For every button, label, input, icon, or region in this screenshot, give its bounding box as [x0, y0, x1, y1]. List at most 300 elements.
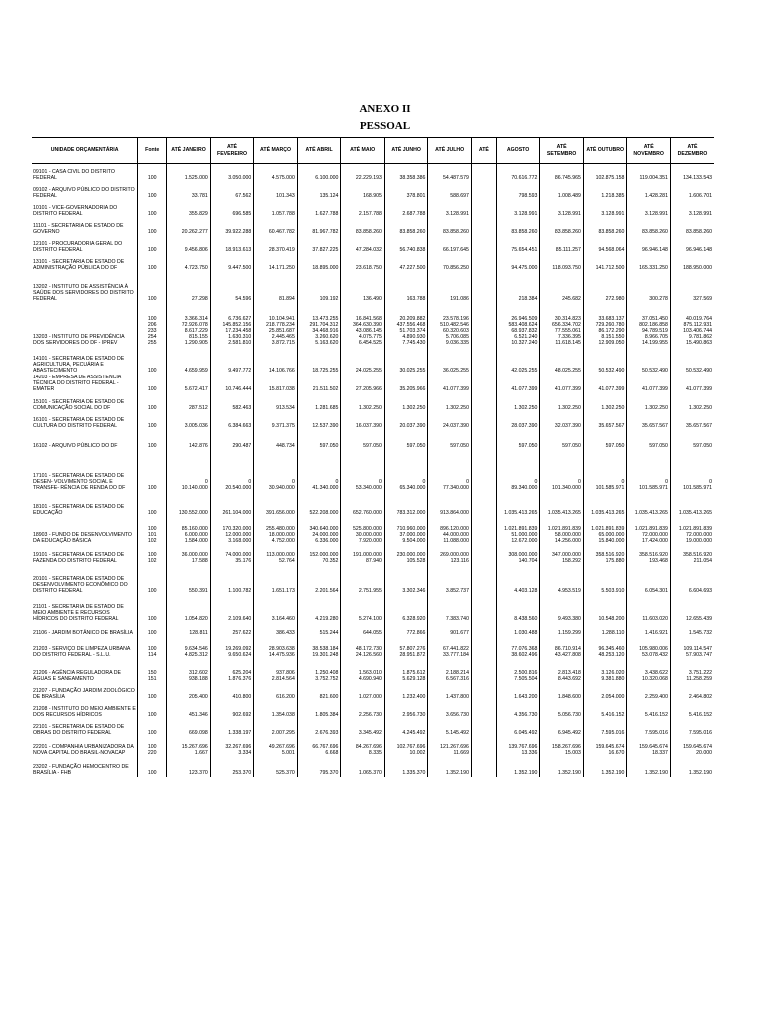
- value-cell: [496, 637, 540, 659]
- value-cell: [471, 565, 496, 595]
- value-cell: [670, 701, 714, 719]
- table-row: [32, 200, 714, 218]
- table-row: [32, 545, 714, 565]
- cell-value: 597.050: [406, 442, 426, 449]
- fonte-cell: [138, 200, 167, 218]
- cell-value: 1.428.281: [644, 192, 668, 199]
- cell-value: 16.670: [608, 749, 625, 756]
- cell-value: 1.584.000: [184, 537, 208, 544]
- cell-value: 30.314.823: [554, 315, 581, 322]
- cell-value: 37.051.450: [641, 315, 668, 322]
- cell-value: 1.054.820: [184, 615, 208, 622]
- value-cell: [627, 517, 671, 545]
- value-cell: [341, 347, 385, 375]
- cell-value: 41.077.399: [641, 385, 668, 392]
- cell-value: 515.244: [319, 629, 339, 636]
- cell-value: 2.157.788: [358, 210, 382, 217]
- cell-value: 18.895.000: [312, 264, 339, 271]
- cell-value: 0: [466, 478, 469, 485]
- value-cell: [496, 737, 540, 757]
- cell-value: 1.232.400: [402, 693, 426, 700]
- cell-value: 24.000.000: [312, 531, 339, 538]
- value-cell: [496, 683, 540, 701]
- value-cell: [254, 430, 298, 450]
- value-cell: [496, 719, 540, 737]
- value-cell: [297, 254, 341, 272]
- cell-value: 772.866: [406, 629, 426, 636]
- cell-value: 4.890.930: [402, 333, 426, 340]
- value-cell: [254, 719, 298, 737]
- value-cell: [254, 595, 298, 623]
- cell-value: 18.913.613: [225, 246, 252, 253]
- cell-value: 100: [147, 693, 157, 700]
- value-cell: [627, 347, 671, 375]
- value-cell: [254, 659, 298, 683]
- fonte-cell: [138, 737, 167, 757]
- value-cell: [540, 272, 584, 303]
- cell-value: 50.532.490: [686, 367, 712, 374]
- cell-value: 17.424.000: [641, 537, 668, 544]
- fonte-cell: [138, 623, 167, 637]
- cell-value: 21.511.502: [312, 385, 339, 392]
- value-cell: [670, 450, 714, 492]
- cell-value: 220: [147, 749, 157, 756]
- value-cell: [583, 517, 627, 545]
- cell-value: 9.781.862: [688, 333, 712, 340]
- annex-subtitle: PESSOAL: [359, 120, 411, 132]
- cell-value: 83.858.260: [442, 228, 469, 235]
- value-cell: [627, 254, 671, 272]
- cell-value: 17.588: [191, 557, 208, 564]
- cell-value: 1.302.250: [358, 404, 382, 411]
- cell-value: 4.953.519: [557, 587, 581, 594]
- cell-value: 9.456.806: [184, 246, 208, 253]
- cell-value: 802.186.858: [639, 321, 668, 328]
- cell-value: 100: [147, 729, 157, 736]
- cell-value: 6.604.693: [688, 587, 712, 594]
- value-cell: [540, 303, 584, 347]
- value-cell: [341, 737, 385, 757]
- value-cell: [297, 757, 341, 777]
- cell-value: 86.710.914: [554, 645, 581, 652]
- cell-value: 2.813.418: [557, 669, 581, 676]
- value-cell: [471, 683, 496, 701]
- cell-value: 114: [148, 651, 157, 658]
- cell-value: 100: [147, 711, 157, 718]
- value-cell: [670, 182, 714, 200]
- cell-value: 3.050.000: [228, 174, 252, 181]
- cell-value: 16.037.390: [355, 422, 382, 429]
- cell-value: 5.672.417: [184, 385, 208, 392]
- cell-value: 205.400: [189, 693, 208, 700]
- table-row: [32, 236, 714, 254]
- cell-value: 163.788: [406, 295, 426, 302]
- value-cell: [210, 545, 254, 565]
- cell-value: 625.204: [232, 669, 252, 676]
- cell-value: 30.000.000: [355, 531, 382, 538]
- value-cell: [627, 595, 671, 623]
- cell-value: 168.905: [363, 192, 382, 199]
- value-cell: [583, 236, 627, 254]
- cell-value: 6.100.000: [315, 174, 339, 181]
- value-cell: [210, 757, 254, 777]
- cell-value: 875.112.931: [683, 321, 712, 328]
- cell-value: 1.545.732: [688, 629, 712, 636]
- cell-value: 42.025.255: [511, 367, 538, 374]
- cell-value: 358.516.920: [595, 551, 625, 558]
- cell-value: 109.114.547: [683, 645, 712, 652]
- cell-value: 57.903.747: [686, 651, 712, 658]
- cell-value: 821.600: [319, 693, 339, 700]
- cell-value: 3.164.460: [271, 615, 295, 622]
- cell-value: 3.128.991: [601, 210, 625, 217]
- cell-value: 1.667: [194, 749, 208, 756]
- cell-value: 159.645.674: [639, 743, 668, 750]
- cell-value: 3.656.730: [445, 711, 469, 718]
- value-cell: [471, 375, 496, 393]
- cell-value: 100: [147, 385, 157, 392]
- fonte-cell: [138, 375, 167, 393]
- cell-value: 13.473.255: [312, 315, 339, 322]
- cell-value: 1.848.600: [557, 693, 581, 700]
- column-header: ATÉ FEVEREIRO: [210, 138, 254, 164]
- cell-value: 23.578.196: [442, 315, 469, 322]
- table-row: [32, 450, 714, 492]
- cell-value: 150: [147, 669, 157, 676]
- value-cell: [583, 218, 627, 236]
- value-cell: [428, 412, 472, 430]
- value-cell: [428, 565, 472, 595]
- value-cell: [540, 659, 584, 683]
- cell-value: 10.320.068: [641, 675, 668, 682]
- cell-value: 2.445.465: [271, 333, 295, 340]
- cell-value: 2.581.810: [228, 339, 252, 346]
- cell-value: 15.267.696: [181, 743, 208, 750]
- cell-value: 68.937.832: [511, 327, 538, 334]
- value-cell: [297, 450, 341, 492]
- value-cell: [627, 164, 671, 182]
- cell-value: 451.346: [189, 711, 208, 718]
- cell-value: 16.841.568: [355, 315, 382, 322]
- value-cell: [384, 545, 428, 565]
- cell-value: 10.746.444: [225, 385, 252, 392]
- cell-value: 1.875.612: [402, 669, 426, 676]
- cell-value: 0: [379, 478, 382, 485]
- cell-value: 34.468.916: [312, 327, 339, 334]
- value-cell: [341, 200, 385, 218]
- value-cell: [496, 565, 540, 595]
- value-cell: [167, 272, 211, 303]
- value-cell: [583, 595, 627, 623]
- cell-value: 32.267.696: [225, 743, 252, 750]
- cell-value: 437.556.468: [396, 321, 426, 328]
- value-cell: [341, 164, 385, 182]
- value-cell: [254, 701, 298, 719]
- cell-value: 1.302.250: [644, 404, 668, 411]
- value-cell: [167, 517, 211, 545]
- cell-value: 94.475.000: [511, 264, 538, 271]
- cell-value: 83.858.260: [686, 228, 712, 235]
- column-header: Fonte: [138, 138, 167, 164]
- cell-value: 35.176: [235, 557, 252, 564]
- value-cell: [384, 701, 428, 719]
- cell-value: 6.328.920: [402, 615, 426, 622]
- cell-value: 7.336.395: [557, 333, 581, 340]
- value-cell: [471, 637, 496, 659]
- cell-value: 12.672.000: [511, 537, 538, 544]
- cell-value: 2.687.788: [402, 210, 426, 217]
- unit-description: 14203 - EMPRESA DE ASSISTÊNCIA TÉCNICA DO DISTRITO FEDERAL - EMATER: [33, 374, 121, 392]
- column-header: ATÉ SETEMBRO: [540, 138, 584, 164]
- cell-value: 41.340.000: [312, 484, 339, 491]
- unit-description: 21206 - AGÊNCIA REGULADORA DE ÁGUAS E SANEAMENTO: [33, 669, 121, 682]
- value-cell: [167, 218, 211, 236]
- cell-value: 3.128.991: [445, 210, 469, 217]
- value-cell: [496, 517, 540, 545]
- cell-value: 3.128.991: [514, 210, 538, 217]
- cell-value: 0: [204, 478, 208, 485]
- value-cell: [540, 412, 584, 430]
- value-cell: [341, 450, 385, 492]
- value-cell: [341, 393, 385, 412]
- value-cell: [540, 623, 584, 637]
- cell-value: 3.334: [238, 749, 252, 756]
- cell-value: 218.778.234: [265, 321, 295, 328]
- cell-value: 3.752.752: [315, 675, 339, 682]
- cell-value: 710.960.000: [396, 525, 426, 532]
- cell-value: 11.669: [453, 749, 469, 756]
- value-cell: [670, 637, 714, 659]
- value-cell: [471, 545, 496, 565]
- value-cell: [297, 719, 341, 737]
- cell-value: 140.704: [518, 557, 538, 564]
- value-cell: [496, 200, 540, 218]
- value-cell: [627, 450, 671, 492]
- value-cell: [384, 218, 428, 236]
- cell-value: 96.946.148: [686, 246, 712, 253]
- value-cell: [384, 565, 428, 595]
- cell-value: 4.752.000: [271, 537, 295, 544]
- value-cell: [670, 492, 714, 517]
- cell-value: 8.443.692: [557, 675, 581, 682]
- value-cell: [341, 182, 385, 200]
- cell-value: 3.366.314: [184, 315, 208, 322]
- value-cell: [670, 412, 714, 430]
- table-body: [32, 164, 714, 777]
- cell-value: 1.021.891.839: [634, 525, 668, 532]
- cell-value: 130.552.000: [178, 509, 208, 516]
- value-cell: [670, 565, 714, 595]
- cell-value: 255: [147, 339, 157, 346]
- cell-value: 165.331.250: [639, 264, 668, 271]
- value-cell: [471, 737, 496, 757]
- value-cell: [297, 375, 341, 393]
- value-cell: [210, 347, 254, 375]
- cell-value: 77.076.368: [511, 645, 538, 652]
- cell-value: 135.124: [319, 192, 339, 199]
- value-cell: [627, 545, 671, 565]
- cell-value: 2.676.393: [315, 729, 339, 736]
- value-cell: [471, 517, 496, 545]
- cell-value: 103.406.744: [683, 327, 712, 334]
- cell-value: 28.037.390: [511, 422, 538, 429]
- value-cell: [670, 272, 714, 303]
- value-cell: [471, 623, 496, 637]
- cell-value: 100: [147, 615, 157, 622]
- value-cell: [496, 412, 540, 430]
- cell-value: 37.000.000: [399, 531, 426, 538]
- value-cell: [540, 719, 584, 737]
- cell-value: 191.000.000: [353, 551, 382, 558]
- value-cell: [254, 375, 298, 393]
- cell-value: 1.027.000: [358, 693, 382, 700]
- value-cell: [384, 637, 428, 659]
- value-cell: [210, 375, 254, 393]
- cell-value: 28.370.419: [268, 246, 295, 253]
- cell-value: 1.643.200: [514, 693, 538, 700]
- value-cell: [540, 164, 584, 182]
- cell-value: 6.384.663: [228, 422, 252, 429]
- value-cell: [210, 565, 254, 595]
- cell-value: 100: [147, 587, 157, 594]
- value-cell: [583, 683, 627, 701]
- cell-value: 15.003: [565, 749, 581, 756]
- cell-value: 652.760.000: [353, 509, 382, 516]
- value-cell: [670, 375, 714, 393]
- table-row: [32, 303, 714, 347]
- cell-value: 1.035.413.265: [678, 509, 712, 516]
- cell-value: 77.555.061: [554, 327, 581, 334]
- value-cell: [627, 375, 671, 393]
- cell-value: 100: [147, 192, 157, 199]
- cell-value: 1.021.891.839: [678, 525, 712, 532]
- value-cell: [167, 164, 211, 182]
- value-cell: [496, 375, 540, 393]
- cell-value: 9.634.546: [184, 645, 208, 652]
- cell-value: 0: [335, 478, 339, 485]
- value-cell: [583, 757, 627, 777]
- cell-value: 355.829: [189, 210, 208, 217]
- value-cell: [428, 254, 472, 272]
- value-cell: [471, 430, 496, 450]
- value-cell: [583, 623, 627, 637]
- cell-value: 24.025.255: [355, 367, 382, 374]
- value-cell: [341, 303, 385, 347]
- cell-value: 347.000.000: [552, 551, 581, 558]
- fonte-cell: [138, 545, 167, 565]
- value-cell: [384, 182, 428, 200]
- table-row: [32, 164, 714, 182]
- column-header: AGOSTO: [496, 138, 540, 164]
- value-cell: [341, 565, 385, 595]
- value-cell: [471, 164, 496, 182]
- value-cell: [428, 347, 472, 375]
- value-cell: [254, 623, 298, 637]
- cell-value: 3.852.737: [445, 587, 469, 594]
- cell-value: 4.403.128: [514, 587, 538, 594]
- cell-value: 1.302.250: [688, 404, 712, 411]
- cell-value: 35.657.567: [686, 422, 712, 429]
- cell-value: 1.352.190: [514, 769, 538, 776]
- cell-value: 1.035.413.265: [547, 509, 581, 516]
- cell-value: 159.645.674: [683, 743, 712, 750]
- value-cell: [341, 236, 385, 254]
- cell-value: 597.050: [518, 442, 538, 449]
- value-cell: [254, 347, 298, 375]
- cell-value: 1.563.010: [358, 669, 382, 676]
- value-cell: [297, 737, 341, 757]
- cell-value: 101.585.971: [683, 484, 712, 491]
- cell-value: 3.302.346: [402, 587, 426, 594]
- value-cell: [167, 492, 211, 517]
- value-cell: [670, 218, 714, 236]
- value-cell: [167, 659, 211, 683]
- cell-value: 30.940.000: [268, 484, 295, 491]
- cell-value: 913.534: [276, 404, 295, 411]
- cell-value: 10.327.240: [511, 339, 538, 346]
- table-row: [32, 701, 714, 719]
- value-cell: [384, 393, 428, 412]
- cell-value: 378.801: [406, 192, 426, 199]
- fonte-cell: [138, 218, 167, 236]
- cell-value: 583.408.624: [508, 321, 538, 328]
- cell-value: 66.197.645: [442, 246, 469, 253]
- value-cell: [254, 182, 298, 200]
- cell-value: 3.126.020: [601, 669, 625, 676]
- value-cell: [428, 182, 472, 200]
- value-cell: [384, 236, 428, 254]
- cell-value: 1.008.489: [557, 192, 581, 199]
- cell-value: 15.817.038: [268, 385, 295, 392]
- cell-value: 20.037.390: [399, 422, 426, 429]
- cell-value: 9.381.880: [601, 675, 625, 682]
- cell-value: 254: [147, 333, 157, 340]
- cell-value: 2.007.295: [271, 729, 295, 736]
- value-cell: [384, 595, 428, 623]
- value-cell: [496, 757, 540, 777]
- unit-description: 18903 - FUNDO DE DESENVOLVIMENTO DA EDUCAÇÃO BÁSICA: [33, 531, 132, 544]
- value-cell: [167, 254, 211, 272]
- value-cell: [627, 412, 671, 430]
- cell-value: 65.340.000: [399, 484, 426, 491]
- value-cell: [496, 393, 540, 412]
- cell-value: 7.383.740: [445, 615, 469, 622]
- value-cell: [670, 737, 714, 757]
- cell-value: 616.200: [276, 693, 295, 700]
- cell-value: 20.262.277: [181, 228, 208, 235]
- cell-value: 38.538.184: [312, 645, 339, 652]
- cell-value: 2.956.730: [402, 711, 426, 718]
- cell-value: 89.340.000: [511, 484, 538, 491]
- cell-value: 100: [147, 174, 157, 181]
- cell-value: 119.004.351: [639, 174, 668, 181]
- cell-value: 510.482.546: [440, 321, 469, 328]
- value-cell: [297, 637, 341, 659]
- cell-value: 142.876: [189, 442, 208, 449]
- unit-description: 09101 - CASA CIVIL DO DISTRITO FEDERAL: [33, 168, 115, 181]
- value-cell: [384, 254, 428, 272]
- cell-value: 5.145.492: [445, 729, 469, 736]
- value-cell: [167, 375, 211, 393]
- cell-value: 12.655.439: [686, 615, 712, 622]
- cell-value: 358.516.920: [639, 551, 668, 558]
- cell-value: 1.352.190: [688, 769, 712, 776]
- value-cell: [210, 450, 254, 492]
- value-cell: [254, 164, 298, 182]
- cell-value: 5.629.128: [402, 675, 426, 682]
- cell-value: 101.585.971: [595, 484, 625, 491]
- value-cell: [210, 164, 254, 182]
